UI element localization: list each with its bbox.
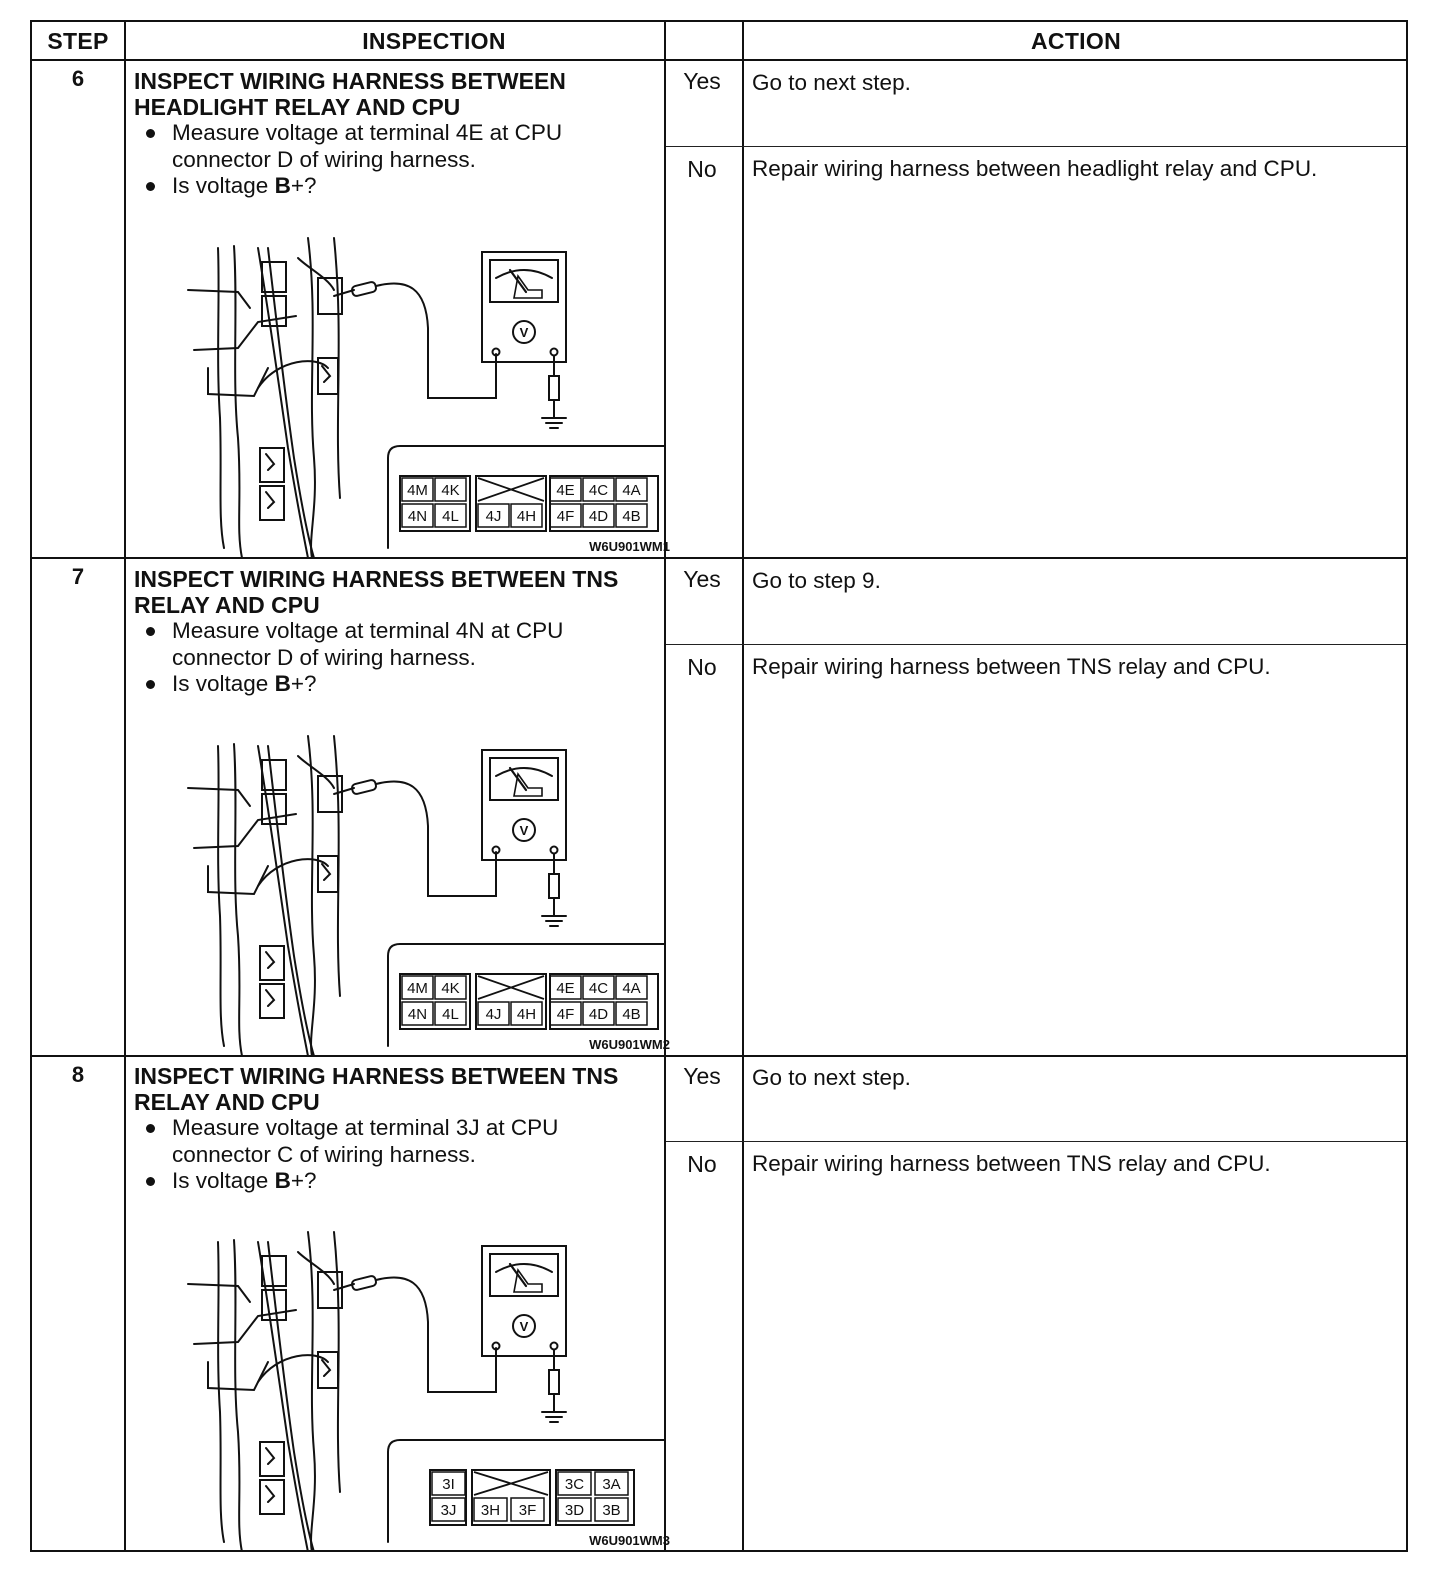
title-line: INSPECT WIRING HARNESS BETWEEN	[134, 68, 566, 94]
terminal-label: 4A	[622, 980, 641, 997]
terminal-label: 4A	[622, 482, 641, 499]
no-action: Repair wiring harness between TNS relay and CPU.	[752, 654, 1271, 679]
svg-text:V: V	[519, 823, 529, 838]
column-divider	[742, 22, 744, 1550]
instruction-item: Is voltage B+?	[142, 1168, 662, 1195]
instruction-item: Measure voltage at terminal 4N at CPU connector D of wiring harness.	[142, 618, 662, 671]
header-inspection: INSPECTION	[362, 28, 506, 54]
yes-action: Go to step 9.	[752, 568, 881, 593]
terminal-label: 3A	[602, 1476, 621, 1493]
terminal-label: 4E	[556, 980, 575, 997]
voltmeter-diagram	[158, 716, 678, 1056]
instruction-item: Is voltage B+?	[142, 173, 662, 200]
terminal-label: 4E	[556, 482, 575, 499]
terminal-label: 4B	[622, 508, 641, 525]
yes-label: Yes	[683, 1063, 721, 1089]
terminal-label: 3H	[480, 1502, 501, 1519]
terminal-label: 4B	[622, 1006, 641, 1023]
terminal-label: 4K	[441, 482, 460, 499]
svg-text:V: V	[519, 325, 529, 340]
terminal-label: 4J	[485, 1006, 502, 1023]
no-action: Repair wiring harness between TNS relay and CPU.	[752, 1151, 1271, 1176]
terminal-label: 3I	[442, 1476, 455, 1493]
terminal-label: 4D	[588, 1006, 609, 1023]
terminal-label: 3B	[602, 1502, 621, 1519]
header-step: STEP	[47, 28, 109, 54]
no-action: Repair wiring harness between headlight relay and CPU.	[752, 156, 1318, 181]
terminal-label: 4N	[407, 1006, 428, 1023]
terminal-label: 4K	[441, 980, 460, 997]
instruction-list	[142, 120, 662, 200]
terminal-label: 4J	[485, 508, 502, 525]
no-label: No	[687, 654, 717, 680]
terminal-label: 4L	[442, 508, 459, 525]
title-line: INSPECT WIRING HARNESS BETWEEN TNS	[134, 1063, 619, 1089]
yes-label: Yes	[683, 566, 721, 592]
wiring-illustration	[158, 716, 678, 1056]
terminal-label: 4C	[588, 482, 609, 499]
yes-no-divider	[664, 146, 1406, 147]
terminal-label: 4N	[407, 508, 428, 525]
figure-code: W6U901WM3	[589, 1533, 670, 1548]
wiring-illustration	[158, 218, 678, 558]
column-divider	[124, 22, 126, 1550]
no-label: No	[687, 156, 717, 182]
terminal-label: 3J	[440, 1502, 457, 1519]
inspection-table	[30, 20, 1408, 1552]
title-line: INSPECT WIRING HARNESS BETWEEN TNS	[134, 566, 619, 592]
terminal-label: 3D	[564, 1502, 585, 1519]
voltmeter-diagram	[158, 1212, 678, 1552]
terminal-label: 4M	[407, 980, 428, 997]
instruction-list	[142, 1115, 662, 1195]
terminal-label: 4H	[516, 508, 537, 525]
instruction-item: Measure voltage at terminal 4E at CPU connector D of wiring harness.	[142, 120, 662, 173]
terminal-label: 4M	[407, 482, 428, 499]
step-title	[134, 68, 664, 120]
step-number: 7	[71, 564, 85, 589]
title-line: RELAY AND CPU	[134, 592, 320, 618]
header-divider	[32, 59, 1406, 61]
yes-label: Yes	[683, 68, 721, 94]
wiring-illustration	[158, 1212, 678, 1552]
step-number: 6	[71, 66, 85, 91]
terminal-label: 4C	[588, 980, 609, 997]
terminal-label: 4L	[442, 1006, 459, 1023]
figure-code: W6U901WM2	[589, 1037, 670, 1052]
instruction-item: Is voltage B+?	[142, 671, 662, 698]
yes-no-divider	[664, 1141, 1406, 1142]
title-line: RELAY AND CPU	[134, 1089, 320, 1115]
terminal-label: 4H	[516, 1006, 537, 1023]
instruction-item: Measure voltage at terminal 3J at CPU connector C of wiring harness.	[142, 1115, 662, 1168]
step-title	[134, 1063, 664, 1115]
terminal-label: 3C	[564, 1476, 585, 1493]
yes-action: Go to next step.	[752, 70, 911, 95]
no-label: No	[687, 1151, 717, 1177]
header-action: ACTION	[1031, 28, 1121, 54]
figure-code: W6U901WM1	[589, 539, 670, 554]
step-title	[134, 566, 664, 618]
instruction-list	[142, 618, 662, 698]
title-line: HEADLIGHT RELAY AND CPU	[134, 94, 461, 120]
terminal-label: 3F	[518, 1502, 537, 1519]
terminal-label: 4F	[556, 1006, 575, 1023]
svg-text:V: V	[519, 1319, 529, 1334]
terminal-label: 4F	[556, 508, 575, 525]
voltmeter-diagram	[158, 218, 678, 558]
step-number: 8	[71, 1062, 85, 1087]
yes-action: Go to next step.	[752, 1065, 911, 1090]
terminal-label: 4D	[588, 508, 609, 525]
yes-no-divider	[664, 644, 1406, 645]
